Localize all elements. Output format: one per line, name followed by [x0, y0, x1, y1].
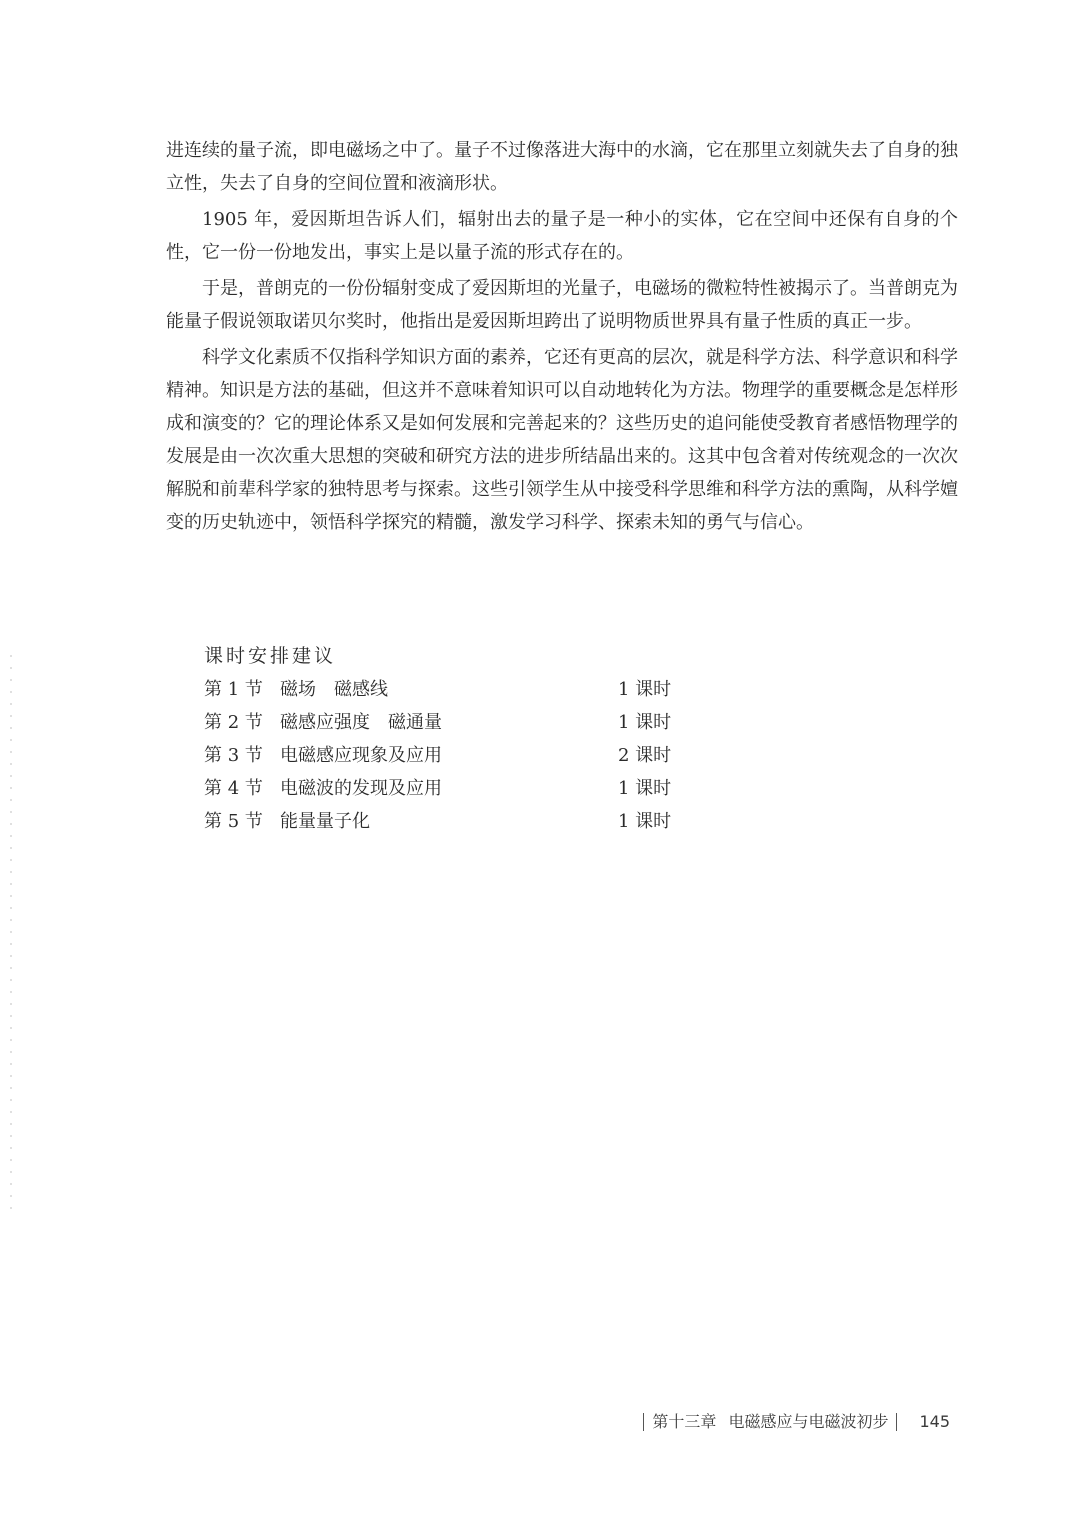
section-topic: 电磁波的发现及应用 — [280, 778, 442, 799]
section-hours: 1 课时 — [618, 679, 672, 700]
schedule-row — [204, 805, 724, 838]
paragraph: 科学文化素质不仅指科学知识方面的素养，它还有更高的层次，就是科学方法、科学意识和科学精神。知识是方法的基础，但这并不意味着知识可以自动地转化为方法。物理学的重要概念是怎样形成和演变的？它的理论体系又是如何发展和完善起来的？这些历史的追问能使受教育者感悟物理学的发展是由一次次重大思想的突破和研究方法的进步所结晶出来的。这其中包含着对传统观念的一次次解脱和前辈科学家的独特思考与探索。这些引领学生从中接受科学思维和科学方法的熏陶，从科学嬗变的历史轨迹中，领悟科学探究的精髓，激发学习科学、探索未知的勇气与信心。 — [166, 347, 958, 533]
section-topic: 磁场 磁感线 — [280, 679, 388, 700]
schedule-row — [204, 772, 724, 805]
page-footer — [635, 1410, 950, 1434]
paragraph: 于是，普朗克的一份份辐射变成了爱因斯坦的光量子，电磁场的微粒特性被揭示了。当普朗克为能量子假说领取诺贝尔奖时，他指出是爱因斯坦跨出了说明物质世界具有量子性质的真正一步。 — [166, 278, 958, 332]
section-topic: 磁感应强度 磁通量 — [280, 712, 442, 733]
section-topic: 电磁感应现象及应用 — [280, 745, 442, 766]
chapter-label: 第十三章 — [652, 1412, 717, 1431]
section-number: 第 5 节 — [204, 811, 263, 832]
footer-divider — [643, 1413, 644, 1431]
section-number: 第 4 节 — [204, 778, 263, 799]
chapter-title: 电磁感应与电磁波初步 — [728, 1412, 889, 1431]
schedule-row — [204, 739, 724, 772]
schedule-row — [204, 706, 724, 739]
section-hours: 1 课时 — [618, 778, 672, 799]
schedule-row — [204, 673, 724, 706]
lesson-schedule — [204, 640, 724, 838]
section-number: 第 3 节 — [204, 745, 263, 766]
section-topic: 能量量子化 — [280, 811, 370, 832]
page-number: 145 — [919, 1412, 950, 1431]
paragraph: 1905 年，爱因斯坦告诉人们，辐射出去的量子是一种小的实体，它在空间中还保有自身的个性，它一份一份地发出，事实上是以量子流的形式存在的。 — [166, 209, 958, 263]
footer-divider — [896, 1413, 897, 1431]
section-hours: 1 课时 — [618, 712, 672, 733]
binding-edge-dots — [10, 650, 12, 1210]
section-hours: 1 课时 — [618, 811, 672, 832]
body-text — [166, 134, 958, 542]
section-number: 第 2 节 — [204, 712, 263, 733]
schedule-title: 课时安排建议 — [204, 645, 337, 667]
section-hours: 2 课时 — [618, 745, 672, 766]
paragraph: 进连续的量子流，即电磁场之中了。量子不过像落进大海中的水滴，它在那里立刻就失去了自身的独立性，失去了自身的空间位置和液滴形状。 — [166, 140, 958, 194]
section-number: 第 1 节 — [204, 679, 263, 700]
